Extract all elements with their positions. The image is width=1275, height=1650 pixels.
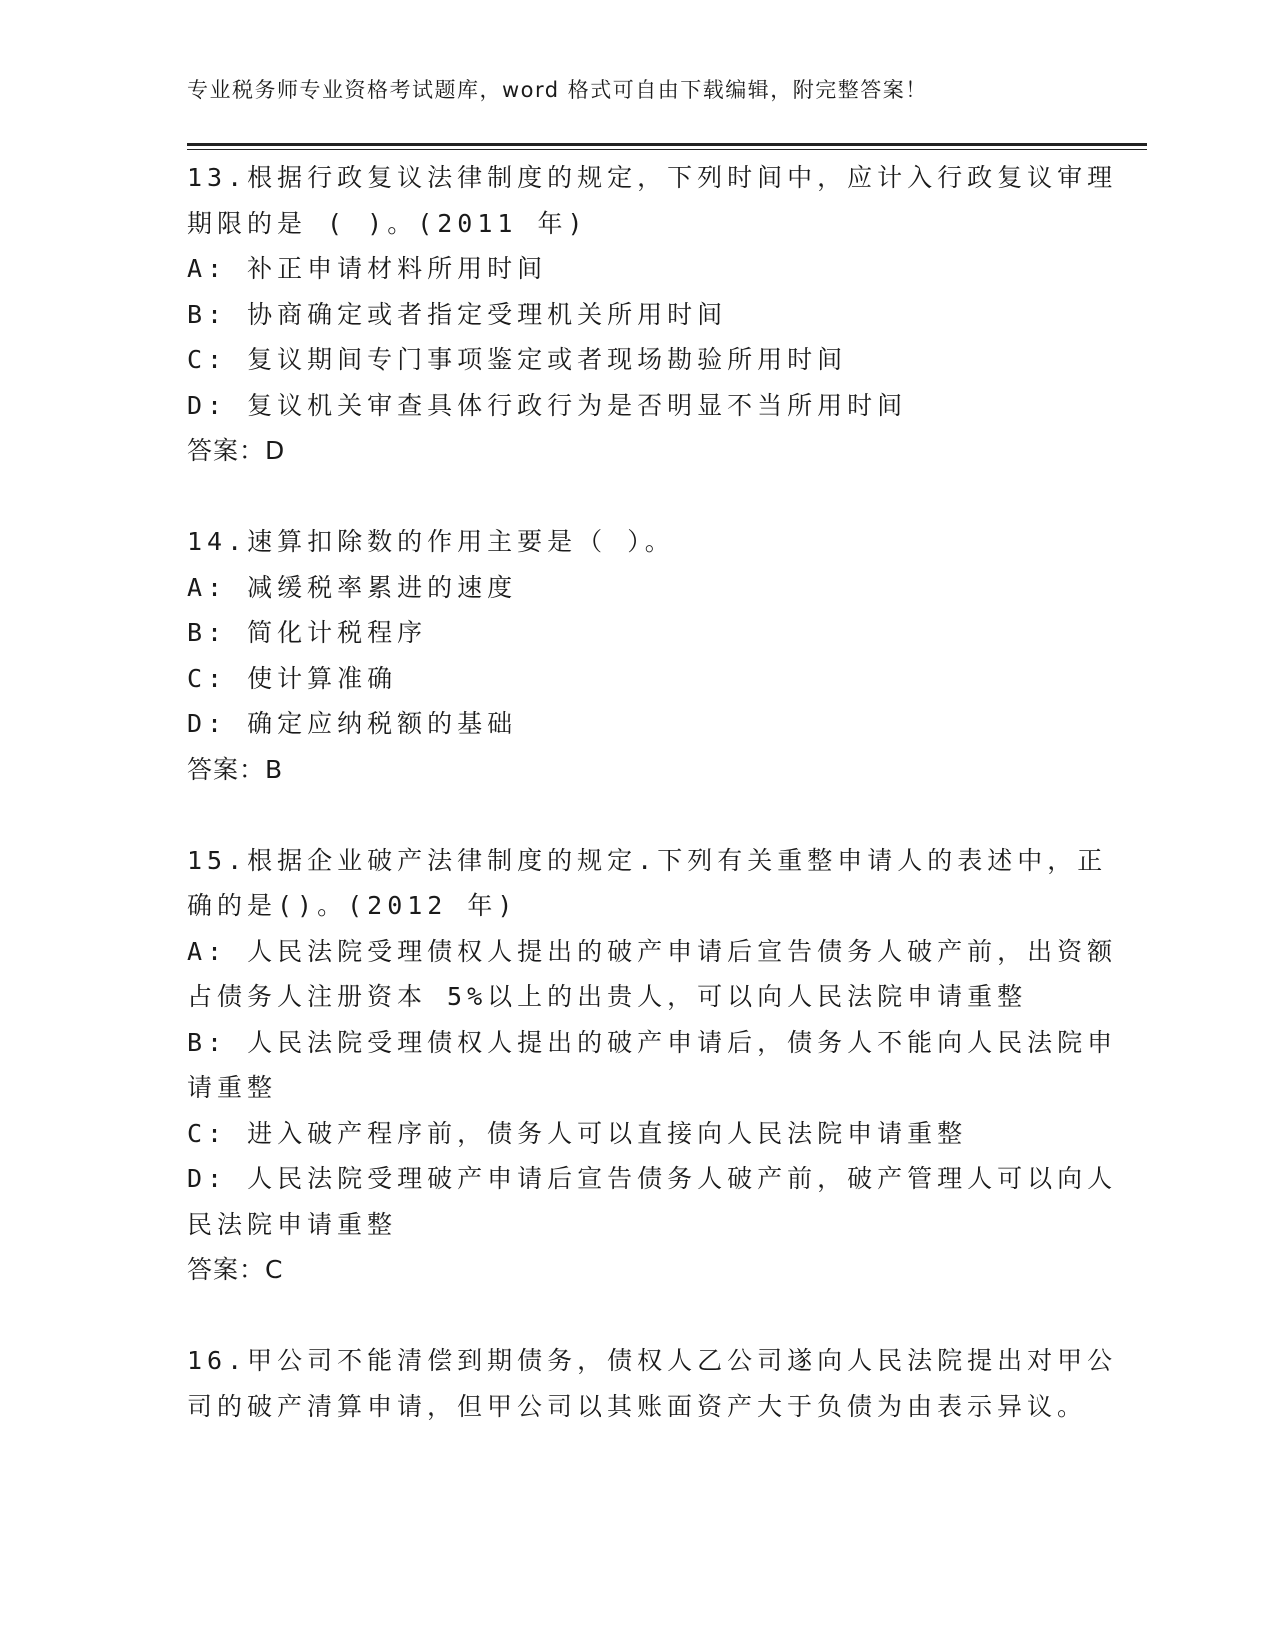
option-b: B: 人民法院受理债权人提出的破产申请后，债务人不能向人民法院申 [187,1027,1118,1057]
header-rule-thin [187,149,1147,150]
answer-line: 答案：B [187,754,284,784]
spacer [187,1293,1087,1339]
question-stem-line: 15.根据企业破产法律制度的规定.下列有关重整申请人的表述中，正 [187,845,1108,875]
option-a: A: 减缓税率累进的速度 [187,572,518,602]
answer-line: 答案：D [187,436,286,465]
question-14 [187,519,1087,792]
option-b: B: 协商确定或者指定受理机关所用时间 [187,299,728,329]
question-list [187,155,1118,1429]
option-d: D: 确定应纳税额的基础 [187,709,518,738]
spacer [187,792,1087,838]
page-header: 专业税务师专业资格考试题库，word 格式可自由下载编辑，附完整答案！ [187,78,928,102]
question-16 [187,1338,1118,1429]
question-stem-line: 确的是()。(2012 年) [187,891,518,920]
header-rule-thick [187,143,1147,146]
question-stem-line: 14.速算扣除数的作用主要是（ ）。 [187,527,675,556]
spacer [187,474,1087,520]
question-15 [187,838,1118,1293]
option-d: D: 人民法院受理破产申请后宣告债务人破产前，破产管理人可以向人 [187,1164,1118,1193]
answer-line: 答案：C [187,1255,284,1284]
option-a-continued: 占债务人注册资本 5%以上的出贵人，可以向人民法院申请重整 [187,982,1028,1011]
option-d: D: 复议机关审查具体行政行为是否明显不当所用时间 [187,390,908,420]
question-stem-line: 司的破产清算申请，但甲公司以其账面资产大于负债为由表示异议。 [187,1391,1088,1421]
question-13 [187,155,1118,474]
question-stem-line: 16.甲公司不能清偿到期债务，债权人乙公司遂向人民法院提出对甲公 [187,1346,1118,1375]
question-stem-line: 13.根据行政复议法律制度的规定，下列时间中，应计入行政复议审理 [187,163,1118,192]
option-b: B: 简化计税程序 [187,618,428,647]
option-c: C: 进入破产程序前，债务人可以直接向人民法院申请重整 [187,1118,968,1148]
option-c: C: 复议期间专门事项鉴定或者现场勘验所用时间 [187,345,848,374]
option-d-continued: 民法院申请重整 [187,1209,398,1239]
option-b-continued: 请重整 [187,1073,278,1102]
option-a: A: 补正申请材料所用时间 [187,254,548,283]
question-stem-line: 期限的是 ( )。(2011 年) [187,208,588,238]
option-a: A: 人民法院受理债权人提出的破产申请后宣告债务人破产前，出资额 [187,936,1118,966]
option-c: C: 使计算准确 [187,663,398,693]
